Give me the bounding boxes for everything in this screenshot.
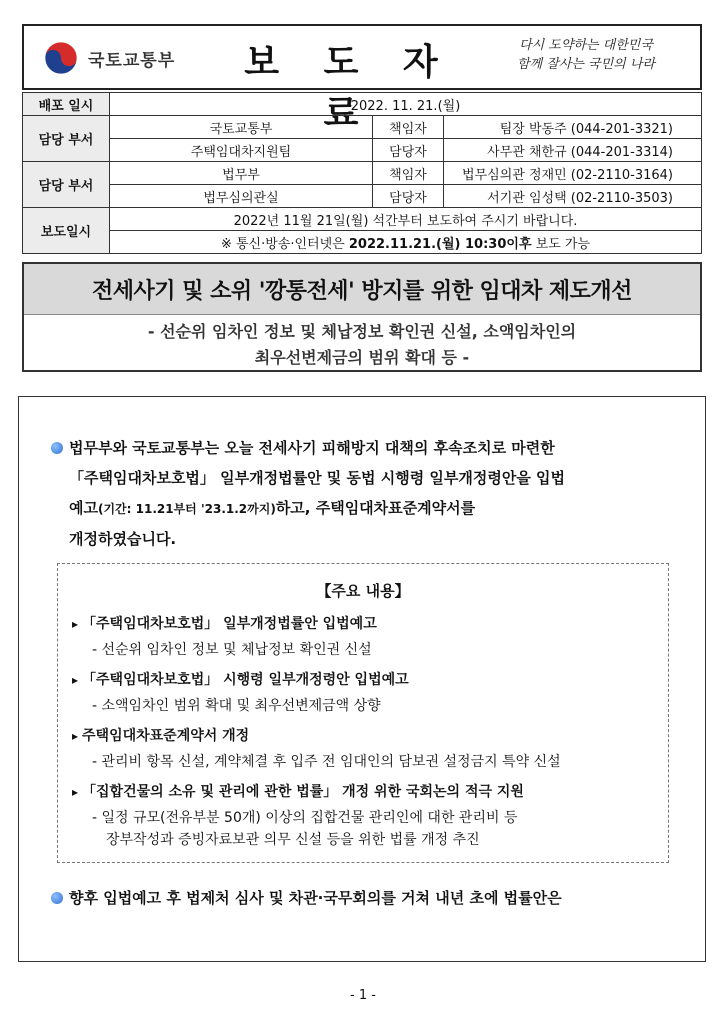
lead-paragraph — [51, 433, 661, 554]
dept2-name2: 법무심의관실 — [110, 185, 373, 208]
headline-main: 전세사기 및 소위 '깡통전세' 방지를 위한 임대차 제도개선 — [24, 264, 700, 315]
contact-2: 사무관 채한규 (044-201-3314) — [444, 139, 702, 162]
dept-label-1: 담당 부서 — [23, 116, 110, 162]
summary-item-2: ▸ 「주택임대차보호법」 시행령 일부개정령안 입법예고 — [58, 669, 668, 691]
role-lead-2: 책임자 — [373, 162, 444, 185]
headline-box — [22, 262, 702, 372]
release-info-table — [22, 92, 702, 254]
page-number: - 1 - — [350, 988, 376, 1003]
role-lead-1: 책임자 — [373, 116, 444, 139]
summary-title: 【주요 내용】 — [316, 582, 410, 600]
embargo-line-2-suffix: 보도 가능 — [531, 236, 591, 252]
summary-box — [57, 563, 669, 863]
para1-line-2: 「주택임대차보호법」 일부개정법률안 및 동법 시행령 일부개정령안을 입법 — [69, 469, 566, 487]
headline-sub-line-1: - 선순위 임차인 정보 및 체납정보 확인권 신설, 소액임차인의 — [147, 322, 577, 341]
ministry-logo — [42, 39, 175, 77]
embargo-line-2 — [110, 231, 702, 254]
para1-line-4: 개정하였습니다. — [69, 530, 177, 548]
role-staff-1: 담당자 — [373, 139, 444, 162]
summary-item-3-detail: - 관리비 항목 신설, 계약체결 후 입주 전 임대인의 담보권 설정금지 특약 신설 — [92, 754, 561, 770]
summary-item-2-detail: - 소액임차인 범위 확대 및 최우선변제금액 상향 — [92, 698, 381, 714]
contact-3: 법무심의관 정재민 (02-2110-3164) — [444, 162, 702, 185]
para1-line-3c: 하고, 주택임대차표준계약서를 — [275, 499, 476, 517]
slogan — [486, 36, 686, 74]
embargo-line-1: 2022년 11월 21일(월) 석간부터 보도하여 주시기 바랍니다. — [110, 208, 702, 231]
headline-sub-line-2: 최우선변제금의 범위 확대 등 - — [254, 348, 470, 367]
embargo-line-2-prefix: ※ 통신·방송·인터넷은 — [220, 236, 349, 252]
para1-line-3a: 예고 — [69, 499, 98, 517]
dept1-name1: 국토교통부 — [110, 116, 373, 139]
headline-sub — [24, 315, 700, 371]
para1-line-3 — [51, 493, 661, 524]
para1-line-1: 법무부와 국토교통부는 오늘 전세사기 피해방지 대책의 후속조치로 마련한 — [69, 439, 555, 457]
closing-paragraph — [51, 883, 661, 913]
embargo-time: 2022.11.21.(월) 10:30이후 — [348, 236, 532, 252]
ministry-name: 국토교통부 — [88, 50, 176, 71]
role-staff-2: 담당자 — [373, 185, 444, 208]
para2-text: 향후 입법예고 후 법제처 심사 및 차관·국무회의를 거쳐 내년 초에 법률안은 — [69, 889, 562, 907]
summary-item-1-detail: - 선순위 임차인 정보 및 체납정보 확인권 신설 — [92, 642, 372, 658]
dept1-name2: 주택임대차지원팀 — [110, 139, 373, 162]
summary-item-4: ▸ 「집합건물의 소유 및 관리에 관한 법률」 개정 위한 국회논의 적극 지원 — [58, 781, 668, 803]
release-label: 배포 일시 — [23, 93, 110, 116]
summary-item-3: ▸ 주택임대차표준계약서 개정 — [58, 725, 668, 747]
embargo-label: 보도일시 — [23, 208, 110, 254]
press-release-title: 보 도 자 료 — [244, 42, 454, 134]
bullet-icon — [51, 442, 63, 454]
content-box — [18, 396, 706, 962]
summary-item-1: ▸ 「주택임대차보호법」 일부개정법률안 입법예고 — [58, 613, 668, 635]
bullet-icon — [51, 892, 63, 904]
taegeuk-logo-icon — [42, 39, 80, 77]
para1-period: (기간: 11.21부터 '23.1.2까지) — [97, 502, 276, 516]
summary-item-4-detail-cont: 장부작성과 증빙자료보관 의무 신설 등을 위한 법률 개정 추진 — [106, 832, 480, 848]
dept-label-2: 담당 부서 — [23, 162, 110, 208]
contact-1: 팀장 박동주 (044-201-3321) — [444, 116, 702, 139]
slogan-line-1: 다시 도약하는 대한민국 — [519, 38, 653, 53]
summary-item-4-detail: - 일정 규모(전유부분 50개) 이상의 집합건물 관리인에 대한 관리비 등 — [92, 810, 518, 826]
slogan-line-2: 함께 잘사는 국민의 나라 — [517, 57, 655, 72]
dept2-name1: 법무부 — [110, 162, 373, 185]
contact-4: 서기관 임성택 (02-2110-3503) — [444, 185, 702, 208]
release-date: 2022. 11. 21.(월) — [110, 93, 702, 116]
